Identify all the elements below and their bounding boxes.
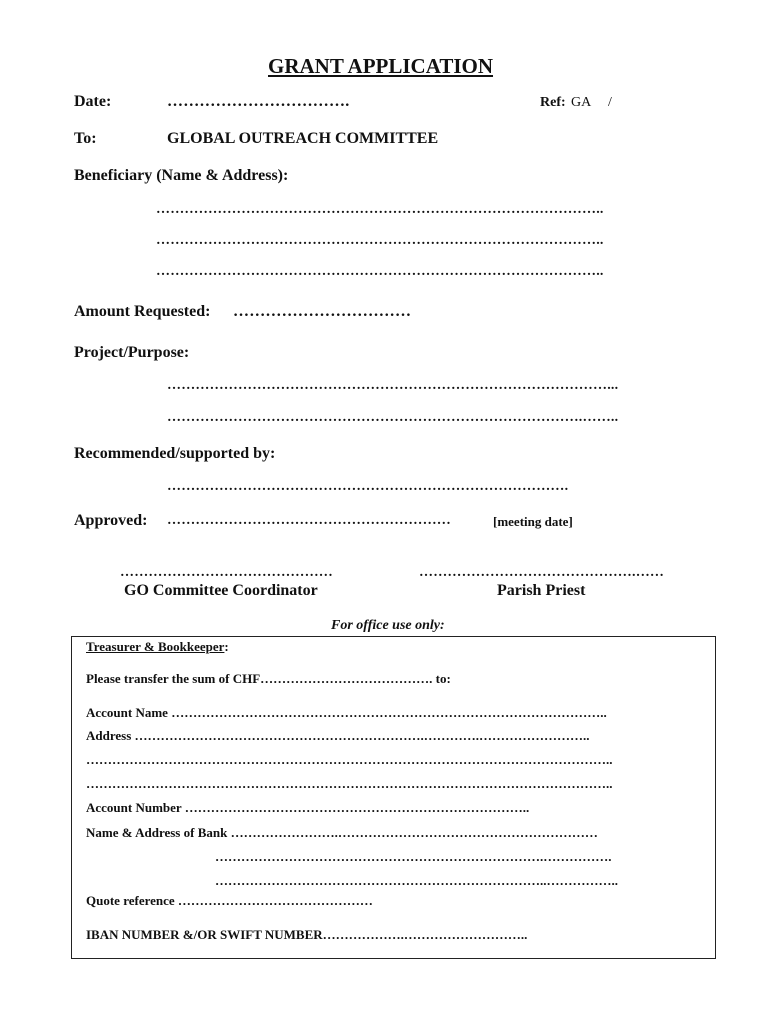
meeting-date-label: [meeting date] bbox=[493, 514, 573, 529]
ref-label: Ref: bbox=[540, 95, 566, 110]
approved-label: Approved: bbox=[74, 512, 148, 529]
quote-reference-field[interactable]: Quote reference ……………………………………… bbox=[86, 893, 373, 908]
beneficiary-line[interactable]: ………………………………………………………………………………….. bbox=[156, 202, 604, 217]
transfer-text[interactable]: Please transfer the sum of CHF…………………………………. to: bbox=[86, 671, 451, 686]
treasurer-label: Treasurer & Bookkeeper bbox=[86, 639, 225, 654]
account-number-field[interactable]: Account Number …………………………………………………………………….. bbox=[86, 800, 530, 815]
purpose-label: Project/Purpose: bbox=[74, 344, 190, 361]
priest-signature-line[interactable]: ……………………………………….…… bbox=[419, 565, 665, 580]
priest-label: Parish Priest bbox=[497, 582, 586, 599]
ref-value: GA / bbox=[571, 95, 612, 110]
bank-field[interactable]: Name & Address of Bank …………………….…………………………………………………… bbox=[86, 825, 598, 840]
beneficiary-label: Beneficiary (Name & Address): bbox=[74, 167, 289, 184]
approved-field[interactable]: …………………………………………………… bbox=[167, 513, 451, 528]
date-field[interactable]: ……………………………. bbox=[167, 93, 350, 110]
treasurer-colon: : bbox=[224, 639, 229, 654]
to-label: To: bbox=[74, 130, 97, 147]
amount-field[interactable]: …………………………… bbox=[233, 303, 412, 320]
account-name-field[interactable]: Account Name ……………………………………………………………………………………….. bbox=[86, 705, 607, 720]
beneficiary-line[interactable]: ………………………………………………………………………………….. bbox=[156, 264, 604, 279]
recommended-label: Recommended/supported by: bbox=[74, 445, 276, 462]
date-label: Date: bbox=[74, 93, 112, 110]
address-line[interactable]: ………………………………………………………………………………………………………….. bbox=[86, 752, 613, 767]
amount-label: Amount Requested: bbox=[74, 303, 211, 320]
office-use-heading: For office use only: bbox=[331, 618, 445, 633]
address-line[interactable]: ………………………………………………………………………………………………………….. bbox=[86, 776, 613, 791]
to-value: GLOBAL OUTREACH COMMITTEE bbox=[167, 130, 439, 147]
coordinator-label: GO Committee Coordinator bbox=[124, 582, 318, 599]
coordinator-signature-line[interactable]: ……………………………………… bbox=[120, 565, 333, 580]
page-title: GRANT APPLICATION bbox=[268, 54, 494, 78]
purpose-line[interactable]: …………………………………………………………………………….…….. bbox=[167, 410, 619, 425]
bank-line[interactable]: …………………………………………………………………..…………….. bbox=[215, 873, 618, 888]
address-field[interactable]: Address ………………………………………………………….………….…………………….. bbox=[86, 728, 590, 743]
beneficiary-line[interactable]: ………………………………………………………………………………….. bbox=[156, 233, 604, 248]
iban-field[interactable]: IBAN NUMBER &/OR SWIFT NUMBER……………….……………………….. bbox=[86, 927, 528, 942]
bank-line[interactable]: ………………………………………………………………….……………. bbox=[215, 849, 612, 864]
treasurer-label-group bbox=[86, 639, 229, 655]
recommended-field[interactable]: …………………………………………………………………………. bbox=[167, 479, 569, 494]
purpose-line[interactable]: …………………………………………………………………………………... bbox=[167, 378, 619, 393]
